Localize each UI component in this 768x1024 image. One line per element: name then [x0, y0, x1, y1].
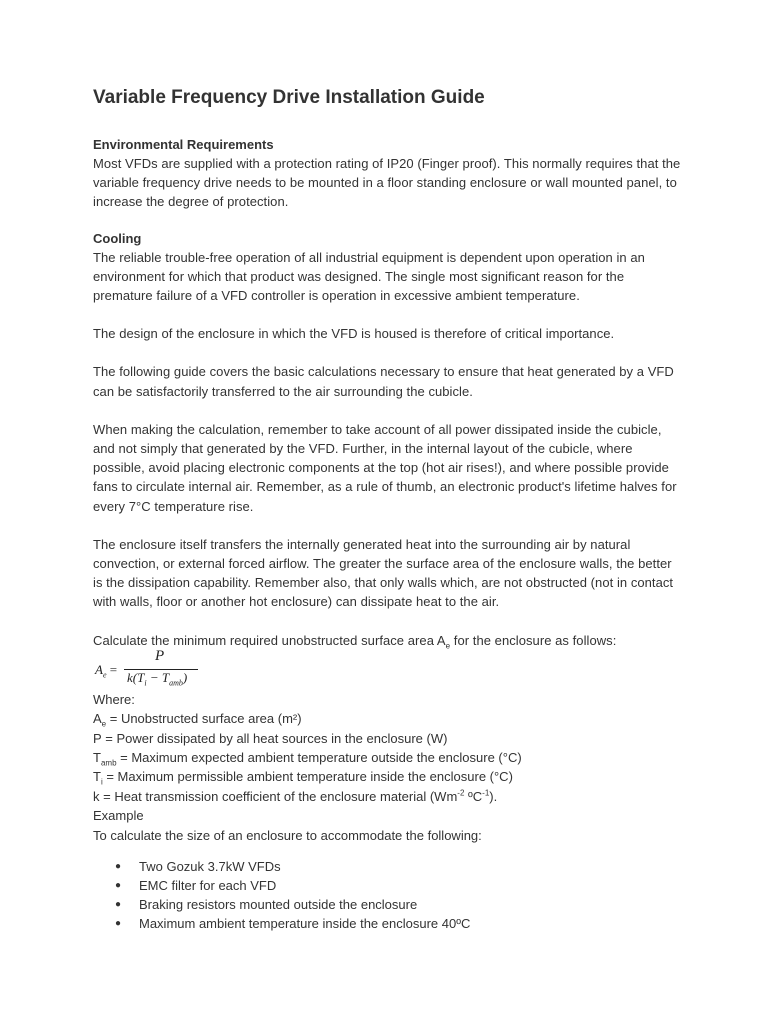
- definition-line: $T_{amb}$ = Maximum expected ambient temperature outside the enclosure (°C): [93, 750, 522, 768]
- example-intro: To calculate the size of an enclosure to accommodate the following:: [93, 827, 482, 843]
- bullet-icon: ●: [115, 880, 122, 892]
- formula-lhs: $A_e$ =: [95, 661, 118, 680]
- cooling-paragraph-5: The enclosure itself transfers the internally generated heat into the surrounding air by natural convection, or external forced airflow. The greater the surface area of the enclosure walls, the better is the dissipation capability. Remember also, that only walls which, are not obstructed (not in contact with walls, floor or another hot enclosure) can dissipate heat to the air.: [93, 536, 674, 610]
- section-heading-environmental: Environmental Requirements: [93, 137, 274, 152]
- bullet-icon: ●: [115, 861, 122, 873]
- requirements-list: [93, 857, 683, 933]
- bullet-icon: ●: [115, 918, 122, 930]
- calculation-intro: Calculate the minimum required unobstructed surface area $A_e$ for the enclosure as follows:: [93, 632, 617, 651]
- definition-line: $T_i$ = Maximum permissible ambient temperature inside the enclosure (°C): [93, 769, 513, 788]
- list-item: ● Maximum ambient temperature inside the enclosure 40ºC: [115, 916, 471, 932]
- page-title: Variable Frequency Drive Installation Guide: [93, 87, 485, 108]
- definition-line: $A_e$ = Unobstructed surface area (m²): [93, 711, 302, 729]
- list-item: ● Two Gozuk 3.7kW VFDs: [115, 859, 281, 875]
- cooling-paragraph-3: The following guide covers the basic calculations necessary to ensure that heat generated by a VFD can be satisfactorily transferred to the air surrounding the cubicle.: [93, 364, 674, 399]
- definition-line: P = Power dissipated by all heat sources in the enclosure (W): [93, 730, 448, 746]
- example-label: Example: [93, 808, 144, 824]
- document-page: [93, 85, 683, 933]
- environmental-paragraph: Most VFDs are supplied with a protection rating of IP20 (Finger proof). This normally requires that the variable frequency drive needs to be mounted in a floor standing enclosure or wall mounted panel, to increase the degree of protection.: [93, 156, 681, 210]
- list-item: ● EMC filter for each VFD: [115, 878, 277, 894]
- list-item: ● Braking resistors mounted outside the enclosure: [115, 897, 418, 913]
- where-label: Where:: [93, 691, 135, 707]
- formula-denominator: $k(T_i - T_{amb})$: [127, 669, 188, 688]
- cooling-paragraph-2: The design of the enclosure in which the VFD is housed is therefore of critical importance.: [93, 326, 615, 342]
- section-heading-cooling: Cooling: [93, 230, 142, 246]
- formula-numerator: P: [155, 647, 165, 664]
- k-definition-line: k = Heat transmission coefficient of the enclosure material ($Wm^{-2}$ ºC$^{-1}$).: [93, 788, 498, 804]
- cooling-paragraph-1: The reliable trouble-free operation of all industrial equipment is dependent upon operation in an environment for which that product was designed. The single most significant reason for the premature failure of a VFD controller is operation in excessive ambient temperature.: [93, 249, 645, 304]
- cooling-paragraph-4: When making the calculation, remember to take account of all power dissipated inside the cubicle, and not simply that generated by the VFD. Further, in the internal layout of the cubicle, where possible, avoid placing electronic components at the top (hot air rises!), and where possible provide fans to circulate internal air. Remember, as a rule of thumb, an electronic product's lifetime halves for every 7°C temperature rise.: [93, 421, 677, 514]
- bullet-icon: ●: [115, 899, 122, 911]
- surface-area-formula: [95, 647, 683, 690]
